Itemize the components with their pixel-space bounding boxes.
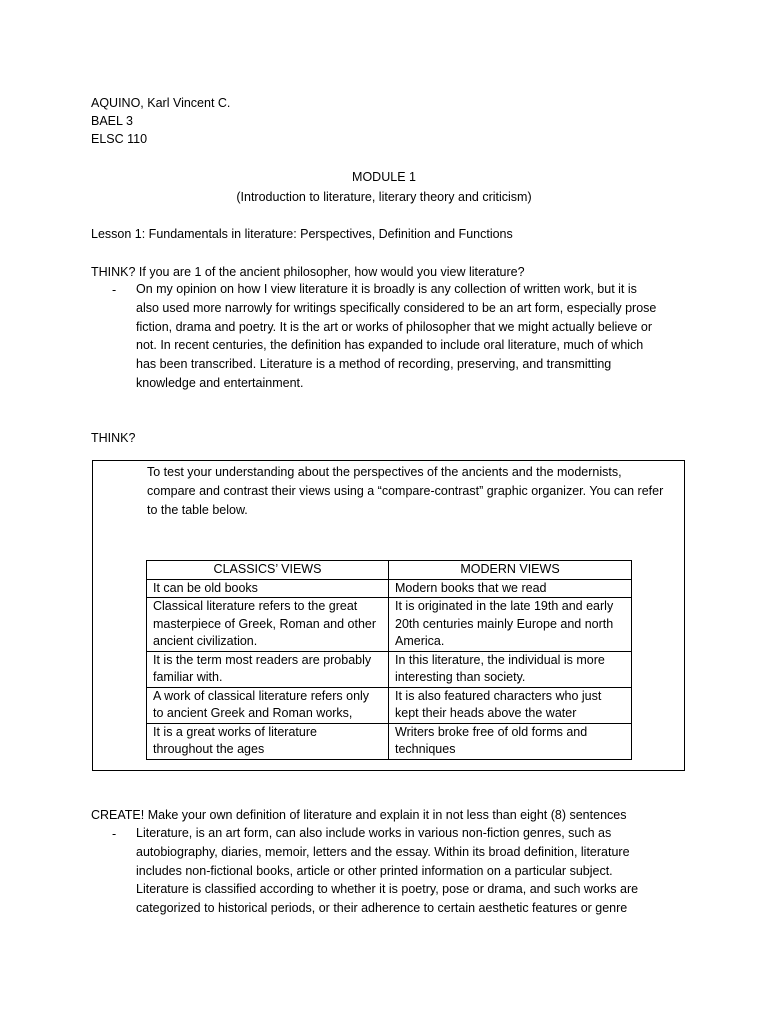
table-row xyxy=(147,579,632,598)
modern-view-cell xyxy=(389,687,632,723)
cell-text: It is the term most readers are probably xyxy=(153,652,372,667)
create-answer-paragraph xyxy=(136,824,676,918)
cell-text: masterpiece of Greek, Roman and other xyxy=(153,616,377,631)
table-row xyxy=(147,651,632,687)
paragraph-line: autobiography, diaries, memoir, letters and the essay. Within its broad definition, literature xyxy=(136,844,630,859)
module-subtitle: (Introduction to literature, literary theory and criticism) xyxy=(236,190,532,204)
classics-view-cell xyxy=(147,687,389,723)
cell-text: Modern books that we read xyxy=(395,580,547,595)
table-header-row xyxy=(147,561,632,580)
classics-view-cell xyxy=(147,651,389,687)
student-name: AQUINO, Karl Vincent C. xyxy=(91,96,231,110)
cell-text: It is also featured characters who just xyxy=(395,688,602,703)
modern-view-cell xyxy=(389,579,632,598)
cell-text: 20th centuries mainly Europe and north xyxy=(395,616,614,631)
lesson-heading: Lesson 1: Fundamentals in literature: Perspectives, Definition and Functions xyxy=(91,227,513,241)
paragraph-line: knowledge and entertainment. xyxy=(136,375,304,390)
paragraph-line: categorized to historical periods, or their adherence to certain aesthetic features or genre xyxy=(136,901,628,916)
instruction-line: compare and contrast their views using a “compare-contrast” graphic organizer. You can refer xyxy=(147,484,664,498)
cell-text: techniques xyxy=(395,742,456,756)
instruction-line: To test your understanding about the perspectives of the ancients and the modernists, xyxy=(147,465,622,479)
table-row xyxy=(147,687,632,723)
modern-view-cell xyxy=(389,598,632,652)
cell-text: throughout the ages xyxy=(153,742,265,756)
paragraph-line: fiction, drama and poetry. It is the art or works of philosopher that we might actually believe or xyxy=(136,319,652,334)
cell-text: Classical literature refers to the great xyxy=(153,599,358,613)
cell-text: It can be old books xyxy=(153,580,258,595)
paragraph-line: not. In recent centuries, the definition has expanded to include oral literature, much of which xyxy=(136,338,644,353)
cell-text: familiar with. xyxy=(153,670,223,684)
cell-text: A work of classical literature refers only xyxy=(153,688,370,703)
column-header-modern: MODERN VIEWS xyxy=(389,561,632,580)
cell-text: It is a great works of literature xyxy=(153,724,317,739)
think-prompt-2: THINK? xyxy=(91,431,136,445)
modern-view-cell xyxy=(389,651,632,687)
paragraph-line: has been transcribed. Literature is a method of recording, preserving, and transmitting xyxy=(136,357,612,372)
activity-instructions xyxy=(147,463,667,520)
table-row xyxy=(147,723,632,759)
cell-text: America. xyxy=(395,634,445,648)
table-row xyxy=(147,598,632,652)
cell-text: interesting than society. xyxy=(395,670,526,684)
classics-view-cell xyxy=(147,598,389,652)
module-title: MODULE 1 xyxy=(352,170,416,184)
cell-text: In this literature, the individual is more xyxy=(395,652,605,667)
subject-code: ELSC 110 xyxy=(91,132,148,146)
cell-text: to ancient Greek and Roman works, xyxy=(153,706,353,720)
bullet-dash: - xyxy=(112,827,117,841)
cell-text: kept their heads above the water xyxy=(395,706,577,720)
paragraph-line: includes non-fictional books, article or other printed information on a particular subject. xyxy=(136,863,613,878)
paragraph-line: also used more narrowly for writings specifically considered to be an art form, especially prose xyxy=(136,300,657,315)
think-prompt-1: THINK? If you are 1 of the ancient philosopher, how would you view literature? xyxy=(91,265,525,279)
compare-contrast-table xyxy=(146,560,632,760)
modern-view-cell xyxy=(389,723,632,759)
classics-view-cell xyxy=(147,723,389,759)
cell-text: ancient civilization. xyxy=(153,634,258,648)
cell-text: It is originated in the late 19th and early xyxy=(395,599,614,613)
course-year: BAEL 3 xyxy=(91,114,133,128)
paragraph-line: Literature is classified according to whether it is poetry, pose or drama, and such works are xyxy=(136,882,639,897)
cell-text: Writers broke free of old forms and xyxy=(395,724,588,739)
create-prompt: CREATE! Make your own definition of literature and explain it in not less than eight (8) sentences xyxy=(91,808,627,822)
think-answer-paragraph xyxy=(136,280,676,393)
bullet-dash: - xyxy=(112,283,117,297)
column-header-classics: CLASSICS’ VIEWS xyxy=(147,561,389,580)
paragraph-line: Literature, is an art form, can also include works in various non-fiction genres, such as xyxy=(136,826,612,840)
classics-view-cell xyxy=(147,579,389,598)
paragraph-line: On my opinion on how I view literature it is broadly is any collection of written work, but it is xyxy=(136,282,637,296)
instruction-line: to the table below. xyxy=(147,503,248,517)
